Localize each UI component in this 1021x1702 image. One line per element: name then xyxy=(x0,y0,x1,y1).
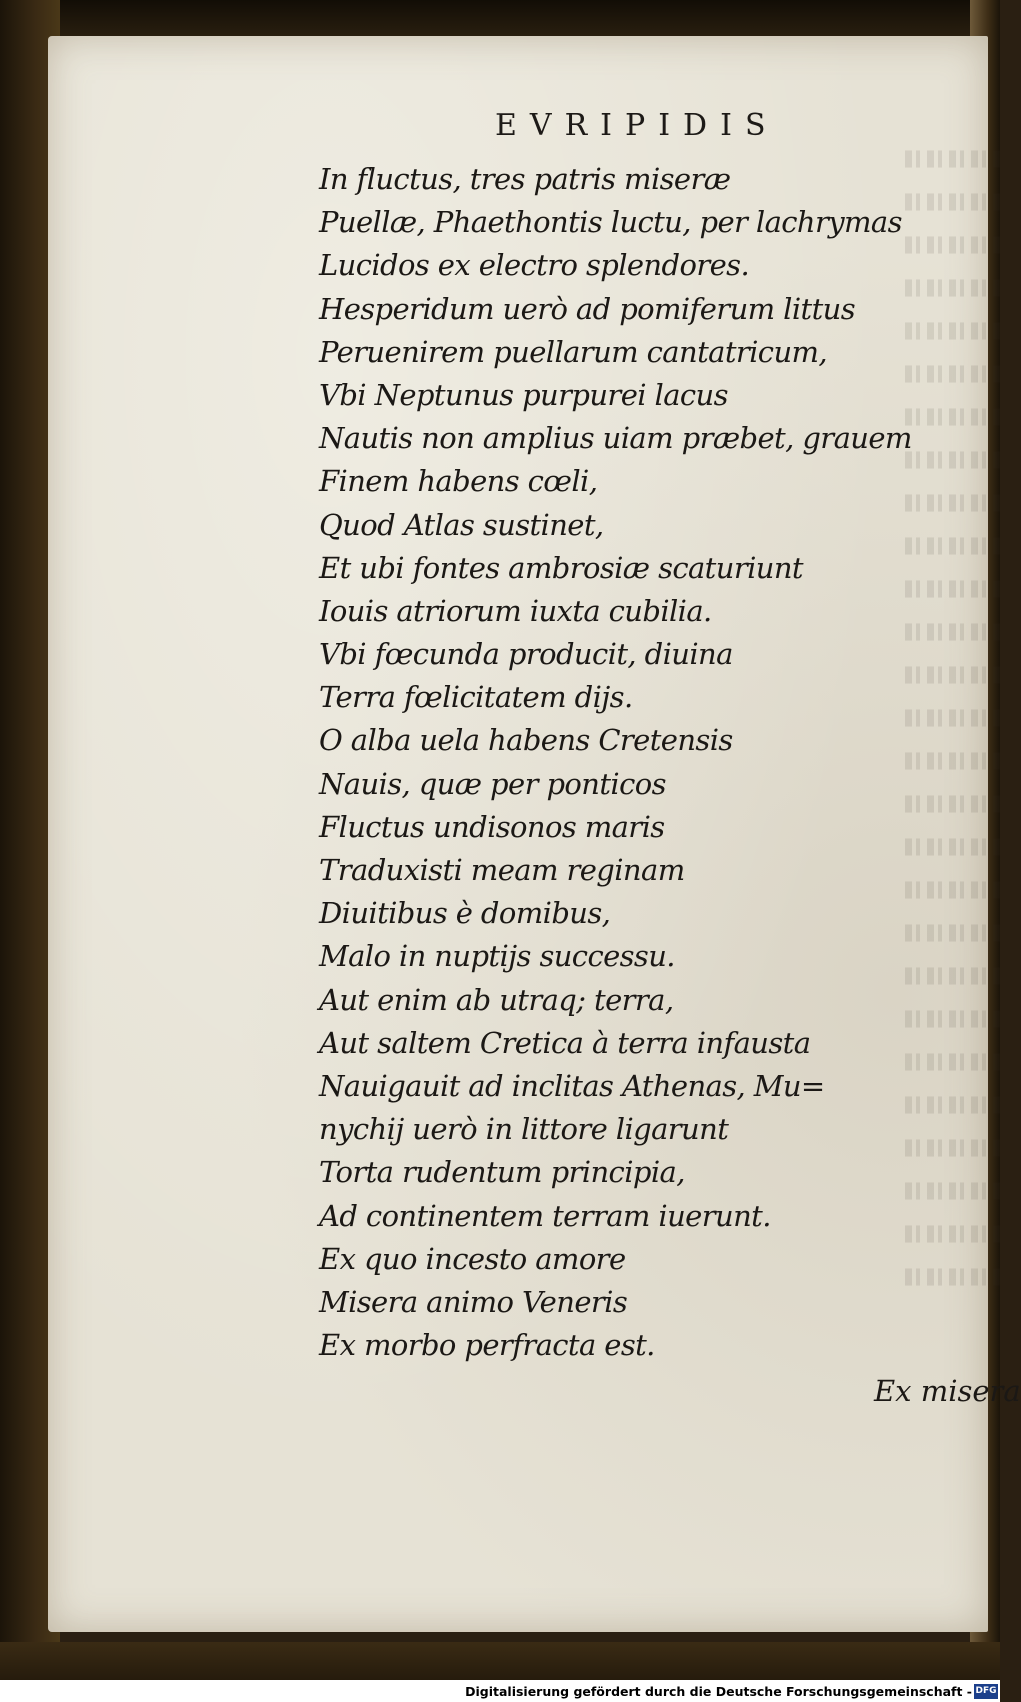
verse-line: Finem habens cœli, xyxy=(319,464,598,499)
verse-line: Ad continentem terram iuerunt. xyxy=(319,1198,771,1233)
verse-line: Vbi Neptunus purpurei lacus xyxy=(319,377,728,412)
verse-line: Vbi fœcunda producit, diuina xyxy=(319,637,733,672)
book-edge-top xyxy=(0,0,1000,40)
verse-line: Peruenirem puellarum cantatricum, xyxy=(319,334,828,369)
verse-line: Nautis non amplius uiam præbet, grauem xyxy=(319,421,912,456)
verse-line: Nauigauit ad inclitas Athenas, Mu= xyxy=(319,1068,825,1103)
catchword: Ex misera xyxy=(874,1374,1021,1408)
running-title: EVRIPIDIS xyxy=(495,108,779,143)
dfg-logo: DFG xyxy=(974,1684,998,1699)
verse-line: Aut saltem Cretica à terra infausta xyxy=(319,1025,811,1060)
verse-text xyxy=(319,158,919,1367)
verse-line: nychij uerò in littore ligarunt xyxy=(319,1112,729,1147)
verse-line: Terra fœlicitatem dijs. xyxy=(319,680,633,715)
verse-line: Fluctus undisonos maris xyxy=(319,809,665,844)
verse-line: Malo in nuptijs successu. xyxy=(319,939,675,974)
verse-line: Et ubi fontes ambrosiæ scaturiunt xyxy=(319,550,803,585)
verse-line: Aut enim ab utraq; terra, xyxy=(319,982,674,1017)
verse-line: Misera animo Veneris xyxy=(319,1284,628,1319)
verse-line: Iouis atriorum iuxta cubilia. xyxy=(319,593,712,628)
verse-line: Puellæ, Phaethontis luctu, per lachrymas xyxy=(319,205,902,240)
verse-line: Lucidos ex electro splendores. xyxy=(319,248,750,283)
verse-line: O alba uela habens Cretensis xyxy=(319,723,733,758)
verse-line: Hesperidum uerò ad pomiferum littus xyxy=(319,291,855,326)
verse-line: Torta rudentum principia, xyxy=(319,1155,685,1190)
verse-line: Diuitibus è domibus, xyxy=(319,896,611,931)
verse-line: In fluctus, tres patris miseræ xyxy=(319,162,731,196)
facing-page-bleed xyxy=(905,140,1000,1400)
verse-line: Quod Atlas sustinet, xyxy=(319,507,604,542)
footer-bar xyxy=(0,1680,1000,1702)
digitization-credit: Digitalisierung gefördert durch die Deutsche Forschungsgemeinschaft - xyxy=(465,1684,972,1699)
verse-line: Traduxisti meam reginam xyxy=(319,853,685,887)
verse-line: Ex quo incesto amore xyxy=(319,1241,626,1276)
verse-line: Ex morbo perfracta est. xyxy=(319,1328,655,1363)
verse-line: Nauis, quæ per ponticos xyxy=(319,766,666,801)
